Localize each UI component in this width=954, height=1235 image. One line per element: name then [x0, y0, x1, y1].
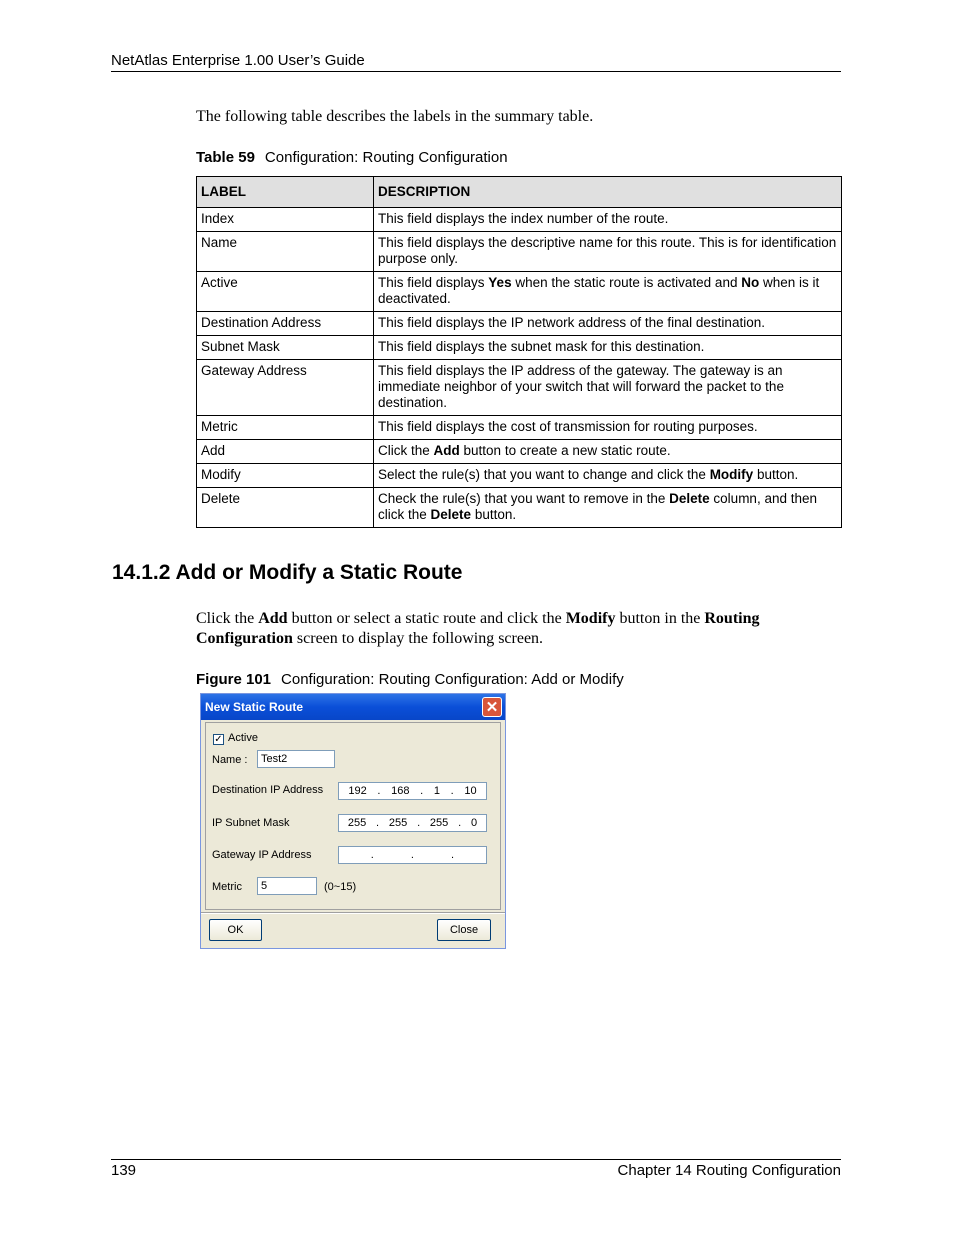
- ip-octet: 192: [348, 785, 367, 797]
- column-header-description: DESCRIPTION: [374, 177, 842, 208]
- intro-text: The following table describes the labels in the summary table.: [196, 108, 594, 125]
- row-label: Delete: [197, 488, 374, 528]
- row-description: This field displays the cost of transmission for routing purposes.: [374, 416, 842, 440]
- name-field[interactable]: Test2: [257, 750, 335, 768]
- ok-button[interactable]: OK: [209, 919, 262, 941]
- table-row: [197, 272, 842, 312]
- subnet-mask-label: IP Subnet Mask: [212, 817, 290, 829]
- active-label: Active: [228, 732, 258, 744]
- ip-octet: 255: [347, 817, 367, 829]
- row-label: Active: [197, 272, 374, 312]
- row-label: Gateway Address: [197, 360, 374, 416]
- row-description: Select the rule(s) that you want to change and click the Modify button.: [374, 464, 842, 488]
- close-icon[interactable]: ✕: [482, 697, 502, 717]
- chapter-title: Chapter 14 Routing Configuration: [617, 1162, 841, 1179]
- ip-octet: 10: [464, 785, 477, 797]
- button-separator: [201, 912, 505, 914]
- column-header-label: LABEL: [197, 177, 374, 208]
- row-description: This field displays the subnet mask for this destination.: [374, 336, 842, 360]
- row-description: This field displays the IP network address of the final destination.: [374, 312, 842, 336]
- check-mark-icon: ✓: [214, 734, 223, 745]
- ip-octet: 255: [429, 817, 449, 829]
- name-label: Name :: [212, 754, 248, 766]
- table-row: [197, 232, 842, 272]
- row-label: Destination Address: [197, 312, 374, 336]
- running-header: NetAtlas Enterprise 1.00 User’s Guide: [111, 52, 365, 69]
- gateway-ip-field[interactable]: . . .: [338, 846, 487, 864]
- metric-range: (0~15): [324, 881, 357, 893]
- table-row: [197, 360, 842, 416]
- ip-octet: 1: [433, 785, 440, 797]
- page-number: 139: [111, 1162, 137, 1179]
- table-row: [197, 312, 842, 336]
- row-description: This field displays the descriptive name for this route. This is for identification purpose only.: [374, 232, 842, 272]
- row-label: Subnet Mask: [197, 336, 374, 360]
- table-row: [197, 464, 842, 488]
- section-heading: 14.1.2 Add or Modify a Static Route: [112, 561, 463, 584]
- row-description: Click the Add button to create a new static route.: [374, 440, 842, 464]
- ip-octet: 0: [470, 817, 478, 829]
- table-row: [197, 416, 842, 440]
- table-row: [197, 208, 842, 232]
- table-row: [197, 336, 842, 360]
- description-table: [196, 176, 842, 528]
- destination-ip-label: Destination IP Address: [212, 784, 324, 796]
- subnet-mask-field[interactable]: 255 . 255 . 255 . 0: [338, 814, 487, 832]
- ip-octet: 168: [391, 785, 410, 797]
- body-text: Click the Add button or select a static route and click the Modify button in the Routing Configuration screen to display the following screen.: [196, 610, 760, 647]
- ip-octet: 255: [388, 817, 408, 829]
- gateway-ip-label: Gateway IP Address: [212, 849, 312, 861]
- dialog-title: New Static Route: [205, 700, 304, 714]
- header-rule: [111, 71, 841, 72]
- table-row: [197, 440, 842, 464]
- row-description: This field displays the index number of the route.: [374, 208, 842, 232]
- close-button[interactable]: Close: [437, 919, 491, 941]
- metric-field[interactable]: 5: [257, 877, 317, 895]
- footer-rule: [111, 1159, 841, 1160]
- figure-caption: Figure 101 Configuration: Routing Configuration: Add or Modify: [196, 671, 624, 688]
- new-static-route-dialog: [200, 693, 506, 949]
- active-checkbox[interactable]: [213, 734, 224, 745]
- metric-label: Metric: [212, 881, 242, 893]
- dialog-title-bar: [201, 694, 505, 720]
- table-row: [197, 488, 842, 528]
- row-description: This field displays the IP address of the gateway. The gateway is an immediate neighbor of your switch that will forward the packet to the destination.: [374, 360, 842, 416]
- destination-ip-field[interactable]: 192 . 168 . 1 . 10: [338, 782, 487, 800]
- row-label: Metric: [197, 416, 374, 440]
- table-caption: Table 59 Configuration: Routing Configuration: [196, 149, 508, 166]
- row-label: Modify: [197, 464, 374, 488]
- row-description: Check the rule(s) that you want to remove in the Delete column, and then click the Delete button.: [374, 488, 842, 528]
- row-label: Name: [197, 232, 374, 272]
- row-label: Index: [197, 208, 374, 232]
- row-label: Add: [197, 440, 374, 464]
- row-description: This field displays Yes when the static route is activated and No when is it deactivated.: [374, 272, 842, 312]
